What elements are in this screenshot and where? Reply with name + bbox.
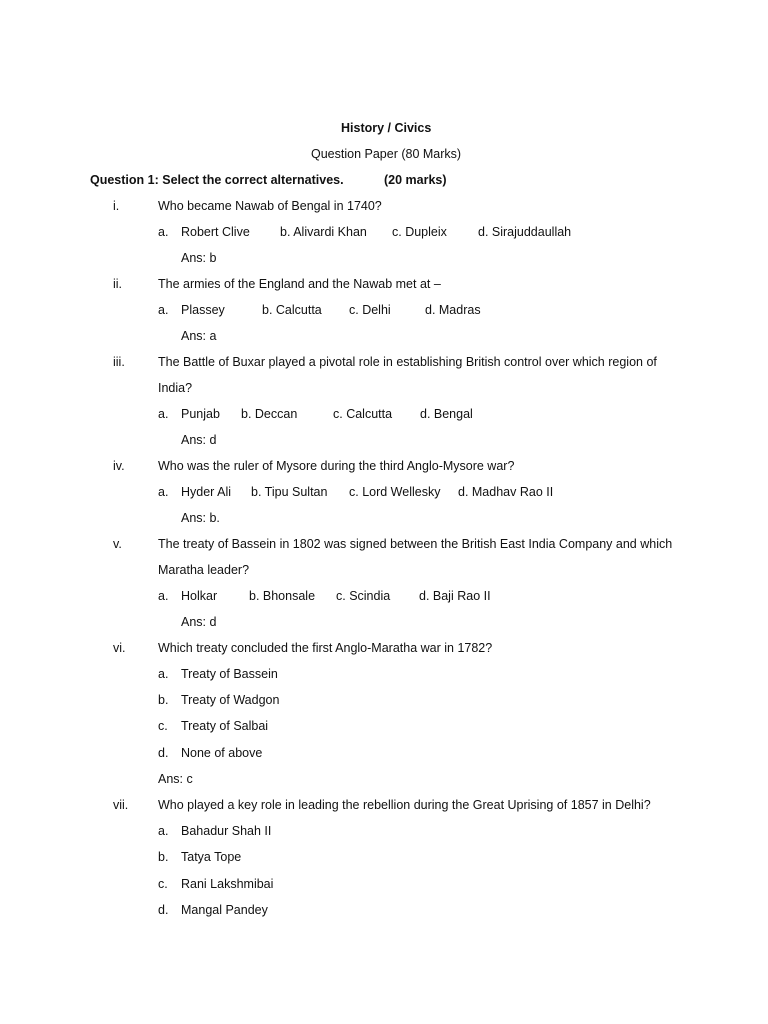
list-item: Bahadur Shah II: [181, 824, 272, 838]
answer: Ans: a: [181, 329, 217, 343]
question-text: The armies of the England and the Nawab met at –: [158, 277, 441, 291]
option-b: b. Bhonsale: [249, 589, 316, 603]
list-marker: a.: [158, 824, 169, 838]
question-number: iv.: [113, 459, 125, 473]
answer: Ans: d: [181, 615, 217, 629]
option-c: c. Lord Wellesky: [349, 485, 441, 499]
list-marker: c.: [158, 719, 168, 733]
list-item: Treaty of Salbai: [181, 719, 269, 733]
question-text: The Battle of Buxar played a pivotal role in establishing British control over which region of: [158, 355, 657, 369]
question-text: Who was the ruler of Mysore during the third Anglo-Mysore war?: [158, 459, 515, 473]
option-a: Hyder Ali: [181, 485, 232, 499]
question-number: ii.: [113, 277, 123, 291]
question-text-continued: Maratha leader?: [158, 563, 250, 577]
list-item: Treaty of Bassein: [181, 667, 278, 681]
answer: Ans: c: [158, 772, 193, 786]
list-marker: a.: [158, 667, 169, 681]
answer: Ans: d: [181, 433, 217, 447]
question-number: v.: [113, 537, 122, 551]
option-marker: a.: [158, 589, 169, 603]
option-marker: a.: [158, 225, 169, 239]
question-text: The treaty of Bassein in 1802 was signed between the British East India Company and which: [158, 537, 673, 551]
option-a: Robert Clive: [181, 225, 250, 239]
option-c: c. Calcutta: [333, 407, 393, 421]
option-a: Plassey: [181, 303, 225, 317]
option-a: Punjab: [181, 407, 220, 421]
option-marker: a.: [158, 303, 169, 317]
list-marker: c.: [158, 877, 168, 891]
question-text: Who played a key role in leading the rebellion during the Great Uprising of 1857 in Delhi?: [158, 798, 651, 812]
list-item: None of above: [181, 746, 263, 760]
answer: Ans: b.: [181, 511, 220, 525]
answer: Ans: b: [181, 251, 217, 265]
list-item: Rani Lakshmibai: [181, 877, 274, 891]
option-b: b. Tipu Sultan: [251, 485, 328, 499]
option-c: c. Delhi: [349, 303, 391, 317]
question-number: i.: [113, 199, 120, 213]
section-heading: Question 1: Select the correct alternatives.: [90, 173, 344, 187]
option-b: b. Alivardi Khan: [280, 225, 367, 239]
question-number: iii.: [113, 355, 125, 369]
document-title: History / Civics: [341, 121, 432, 135]
option-c: c. Scindia: [336, 589, 391, 603]
question-number: vii.: [113, 798, 129, 812]
question-text: Who became Nawab of Bengal in 1740?: [158, 199, 382, 213]
list-item: Tatya Tope: [181, 850, 242, 864]
document-subtitle: Question Paper (80 Marks): [311, 147, 462, 161]
list-marker: b.: [158, 850, 169, 864]
list-marker: d.: [158, 746, 169, 760]
option-a: Holkar: [181, 589, 218, 603]
option-d: d. Bengal: [420, 407, 473, 421]
option-b: b. Deccan: [241, 407, 298, 421]
option-d: d. Madras: [425, 303, 481, 317]
option-marker: a.: [158, 485, 169, 499]
list-marker: b.: [158, 693, 169, 707]
question-number: vi.: [113, 641, 126, 655]
question-text-continued: India?: [158, 381, 193, 395]
option-d: d. Sirajuddaullah: [478, 225, 572, 239]
list-item: Treaty of Wadgon: [181, 693, 280, 707]
question-text: Which treaty concluded the first Anglo-Maratha war in 1782?: [158, 641, 493, 655]
list-item: Mangal Pandey: [181, 903, 268, 917]
option-c: c. Dupleix: [392, 225, 447, 239]
section-marks: (20 marks): [384, 173, 447, 187]
list-marker: d.: [158, 903, 169, 917]
option-d: d. Madhav Rao II: [458, 485, 554, 499]
option-b: b. Calcutta: [262, 303, 322, 317]
option-d: d. Baji Rao II: [419, 589, 491, 603]
option-marker: a.: [158, 407, 169, 421]
